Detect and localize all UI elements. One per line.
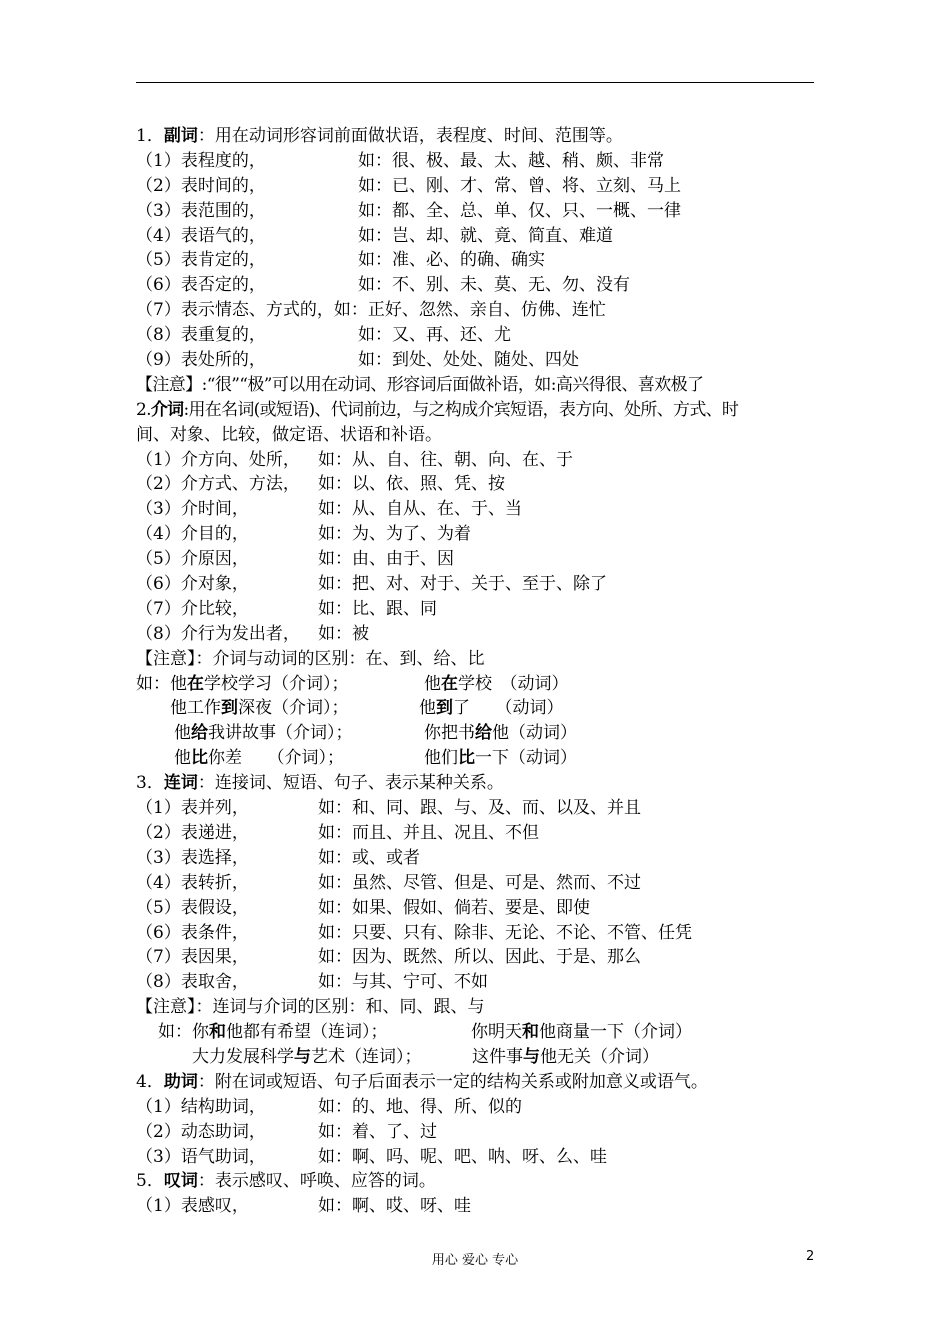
list-item: （1）表感叹， 如：啊、哎、呀、哇 [136,1196,471,1217]
section-3-heading: 3．连词：连接词、短语、句子、表示某种关系。 [136,773,504,794]
example-row: 他比你差 （介词）； 他们比一下（动词） [174,748,577,769]
list-item: （2）动态助词， 如：着、了、过 [136,1121,437,1142]
section-1-heading: 1．副词：用在动词形容词前面做状语，表程度、时间、范围等。 [136,126,623,146]
list-item: （1）表程度的， 如：很、极、最、太、越、稍、颇、非常 [136,150,664,171]
list-item: （2）介方式、方法， 如：以、依、照、凭、按 [136,474,505,495]
section-2-heading: 2.介词:用在名词(或短语)、代词前边，与之构成介宾短语，表方向、处所、方式、时 [136,399,739,420]
list-item: （9）表处所的， 如：到处、处处、随处、四处 [136,350,579,371]
example-row: 他工作到深夜（介词）； 他到了 （动词） [170,698,564,719]
list-item: （7）介比较， 如：比、跟、同 [136,598,437,619]
footer-text: 用心 爱心 专心 [431,1253,519,1268]
list-item: （8）介行为发出者， 如：被 [136,623,369,644]
list-item: （4）表语气的， 如：岂、却、就、竟、简直、难道 [136,225,613,246]
list-item: （5）表肯定的， 如：准、必、的确、确实 [136,250,545,271]
note: 【注意】:“很”“极”可以用在动词、形容词后面做补语，如:高兴得很、喜欢极了 [136,374,704,395]
list-item: （3）表选择， 如：或、或者 [136,847,420,868]
section-5-heading: 5．叹词：表示感叹、呼唤、应答的词。 [136,1171,436,1192]
list-item: （1）结构助词， 如：的、地、得、所、似的 [136,1096,522,1117]
list-item: （2）表时间的， 如：已、刚、才、常、曾、将、立刻、马上 [136,175,681,196]
example-row: 如：你和他都有希望（连词）； 你明天和他商量一下（介词） [158,1022,692,1043]
list-item: （5）表假设， 如：如果、假如、倘若、要是、即使 [136,897,590,918]
list-item: （7）表因果， 如：因为、既然、所以、因此、于是、那么 [136,947,641,968]
list-item: （3）语气助词， 如：啊、吗、呢、吧、呐、呀、么、哇 [136,1146,607,1167]
example-row: 他给我讲故事（介词）； 你把书给他（动词） [174,723,577,744]
list-item: （6）表条件， 如：只要、只有、除非、无论、不论、不管、任凭 [136,922,692,943]
list-item: （4）介目的， 如：为、为了、为着 [136,524,471,545]
list-item: （8）表取舍， 如：与其、宁可、不如 [136,972,488,993]
note: 【注意】：连词与介词的区别：和、同、跟、与 [136,997,485,1018]
list-item: （2）表递进， 如：而且、并且、况且、不但 [136,822,539,843]
list-item: （3）介时间， 如：从、自从、在、于、当 [136,499,522,520]
page-number: 2 [806,1249,815,1264]
content [136,124,816,1219]
section-4-heading: 4．助词：附在词或短语、句子后面表示一定的结构关系或附加意义或语气。 [136,1071,708,1092]
list-item: （1）介方向、处所， 如：从、自、往、朝、向、在、于 [136,449,573,470]
section-2-heading-cont: 间、对象、比较，做定语、状语和补语。 [136,424,442,445]
list-item: （5）介原因， 如：由、由于、因 [136,549,454,570]
example-row: 如：他在学校学习（介词）； 他在学校 （动词） [136,673,569,694]
header-rule [136,82,814,83]
list-item: （6）表否定的， 如：不、别、未、莫、无、勿、没有 [136,275,630,296]
list-item: （3）表范围的， 如：都、全、总、单、仅、只、一概、一律 [136,200,681,221]
list-item: （6）介对象， 如：把、对、对于、关于、至于、除了 [136,574,607,595]
list-item: （8）表重复的， 如：又、再、还、尤 [136,325,511,346]
note: 【注意】：介词与动词的区别：在、到、给、比 [136,648,485,669]
example-row: 大力发展科学与艺术（连词）； 这件事与他无关（介词） [192,1046,659,1067]
list-item: （4）表转折， 如：虽然、尽管、但是、可是、然而、不过 [136,872,641,893]
list-item: （1）表并列， 如：和、同、跟、与、及、而、以及、并且 [136,798,641,819]
list-item: （7）表示情态、方式的，如：正好、忽然、亲自、仿佛、连忙 [136,300,606,321]
